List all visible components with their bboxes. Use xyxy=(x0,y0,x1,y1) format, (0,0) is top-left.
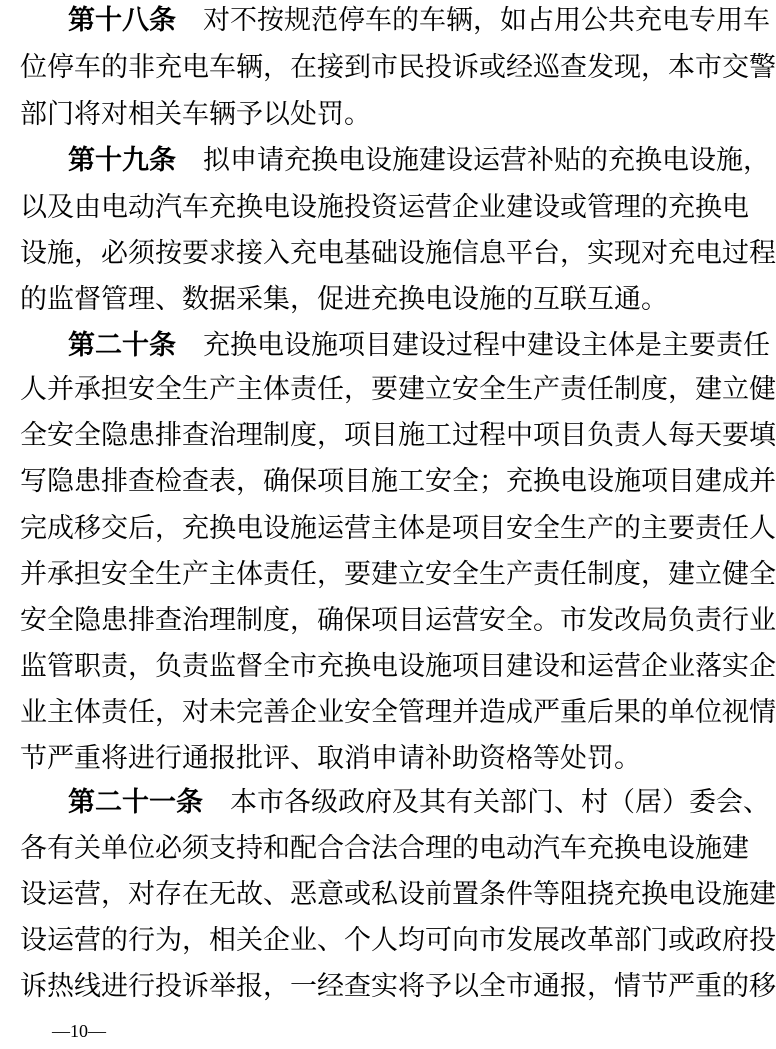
article-20-line-6: 并承担安全生产主体责任，要建立安全生产责任制度，建立健全 xyxy=(20,559,776,590)
article-19-line-4: 的监督管理、数据采集，促进充换电设施的互联互通。 xyxy=(20,284,668,315)
article-19-text: 拟申请充换电设施建设运营补贴的充换电设施， xyxy=(203,145,770,176)
article-20-heading: 第二十条 xyxy=(68,330,176,361)
article-21-line-4: 设运营的行为，相关企业、个人均可向市发展改革部门或政府投 xyxy=(20,925,776,956)
article-18-heading: 第十八条 xyxy=(68,5,176,36)
article-20-line-2: 人并承担安全生产主体责任，要建立安全生产责任制度，建立健 xyxy=(20,374,776,405)
article-20-line-9: 业主体责任，对未完善企业安全管理并造成严重后果的单位视情 xyxy=(20,697,776,728)
article-20-line-4: 写隐患排查检查表，确保项目施工安全；充换电设施项目建成并 xyxy=(20,466,776,497)
article-19-line-1 xyxy=(68,145,770,176)
article-21-line-3: 设运营，对存在无故、恶意或私设前置条件等阻挠充换电设施建 xyxy=(20,879,776,910)
article-20-line-1 xyxy=(68,330,770,361)
article-20-line-3: 全安全隐患排查治理制度，项目施工过程中项目负责人每天要填 xyxy=(20,420,776,451)
article-18-line-2: 位停车的非充电车辆，在接到市民投诉或经巡查发现，本市交警 xyxy=(20,52,776,83)
article-21-line-2: 各有关单位必须支持和配合合法合理的电动汽车充换电设施建 xyxy=(20,833,749,864)
article-20-text: 充换电设施项目建设过程中建设主体是主要责任 xyxy=(203,330,770,361)
article-19-heading: 第十九条 xyxy=(68,145,176,176)
article-20-line-7: 安全隐患排查治理制度，确保项目运营安全。市发改局负责行业 xyxy=(20,605,776,636)
article-18-line-3: 部门将对相关车辆予以处罚。 xyxy=(20,99,371,130)
article-18-line-1 xyxy=(68,5,770,36)
article-19-line-3: 设施，必须按要求接入充电基础设施信息平台，实现对充电过程 xyxy=(20,238,776,269)
article-19-line-2: 以及由电动汽车充换电设施投资运营企业建设或管理的充换电 xyxy=(20,192,749,223)
article-20-line-5: 完成移交后，充换电设施运营主体是项目安全生产的主要责任人 xyxy=(20,513,776,544)
article-21-line-5: 诉热线进行投诉举报，一经查实将予以全市通报，情节严重的移 xyxy=(20,971,776,1002)
article-21-line-1 xyxy=(68,787,770,818)
article-18-text: 对不按规范停车的车辆，如占用公共充电专用车 xyxy=(203,5,770,36)
article-21-heading: 第二十一条 xyxy=(68,787,203,818)
article-20-line-8: 监管职责，负责监督全市充换电设施项目建设和运营企业落实企 xyxy=(20,651,776,682)
article-21-text: 本市各级政府及其有关部门、村（居）委会、 xyxy=(230,787,770,818)
article-20-line-10: 节严重将进行通报批评、取消申请补助资格等处罚。 xyxy=(20,743,641,774)
page-number: —10— xyxy=(52,1021,106,1041)
